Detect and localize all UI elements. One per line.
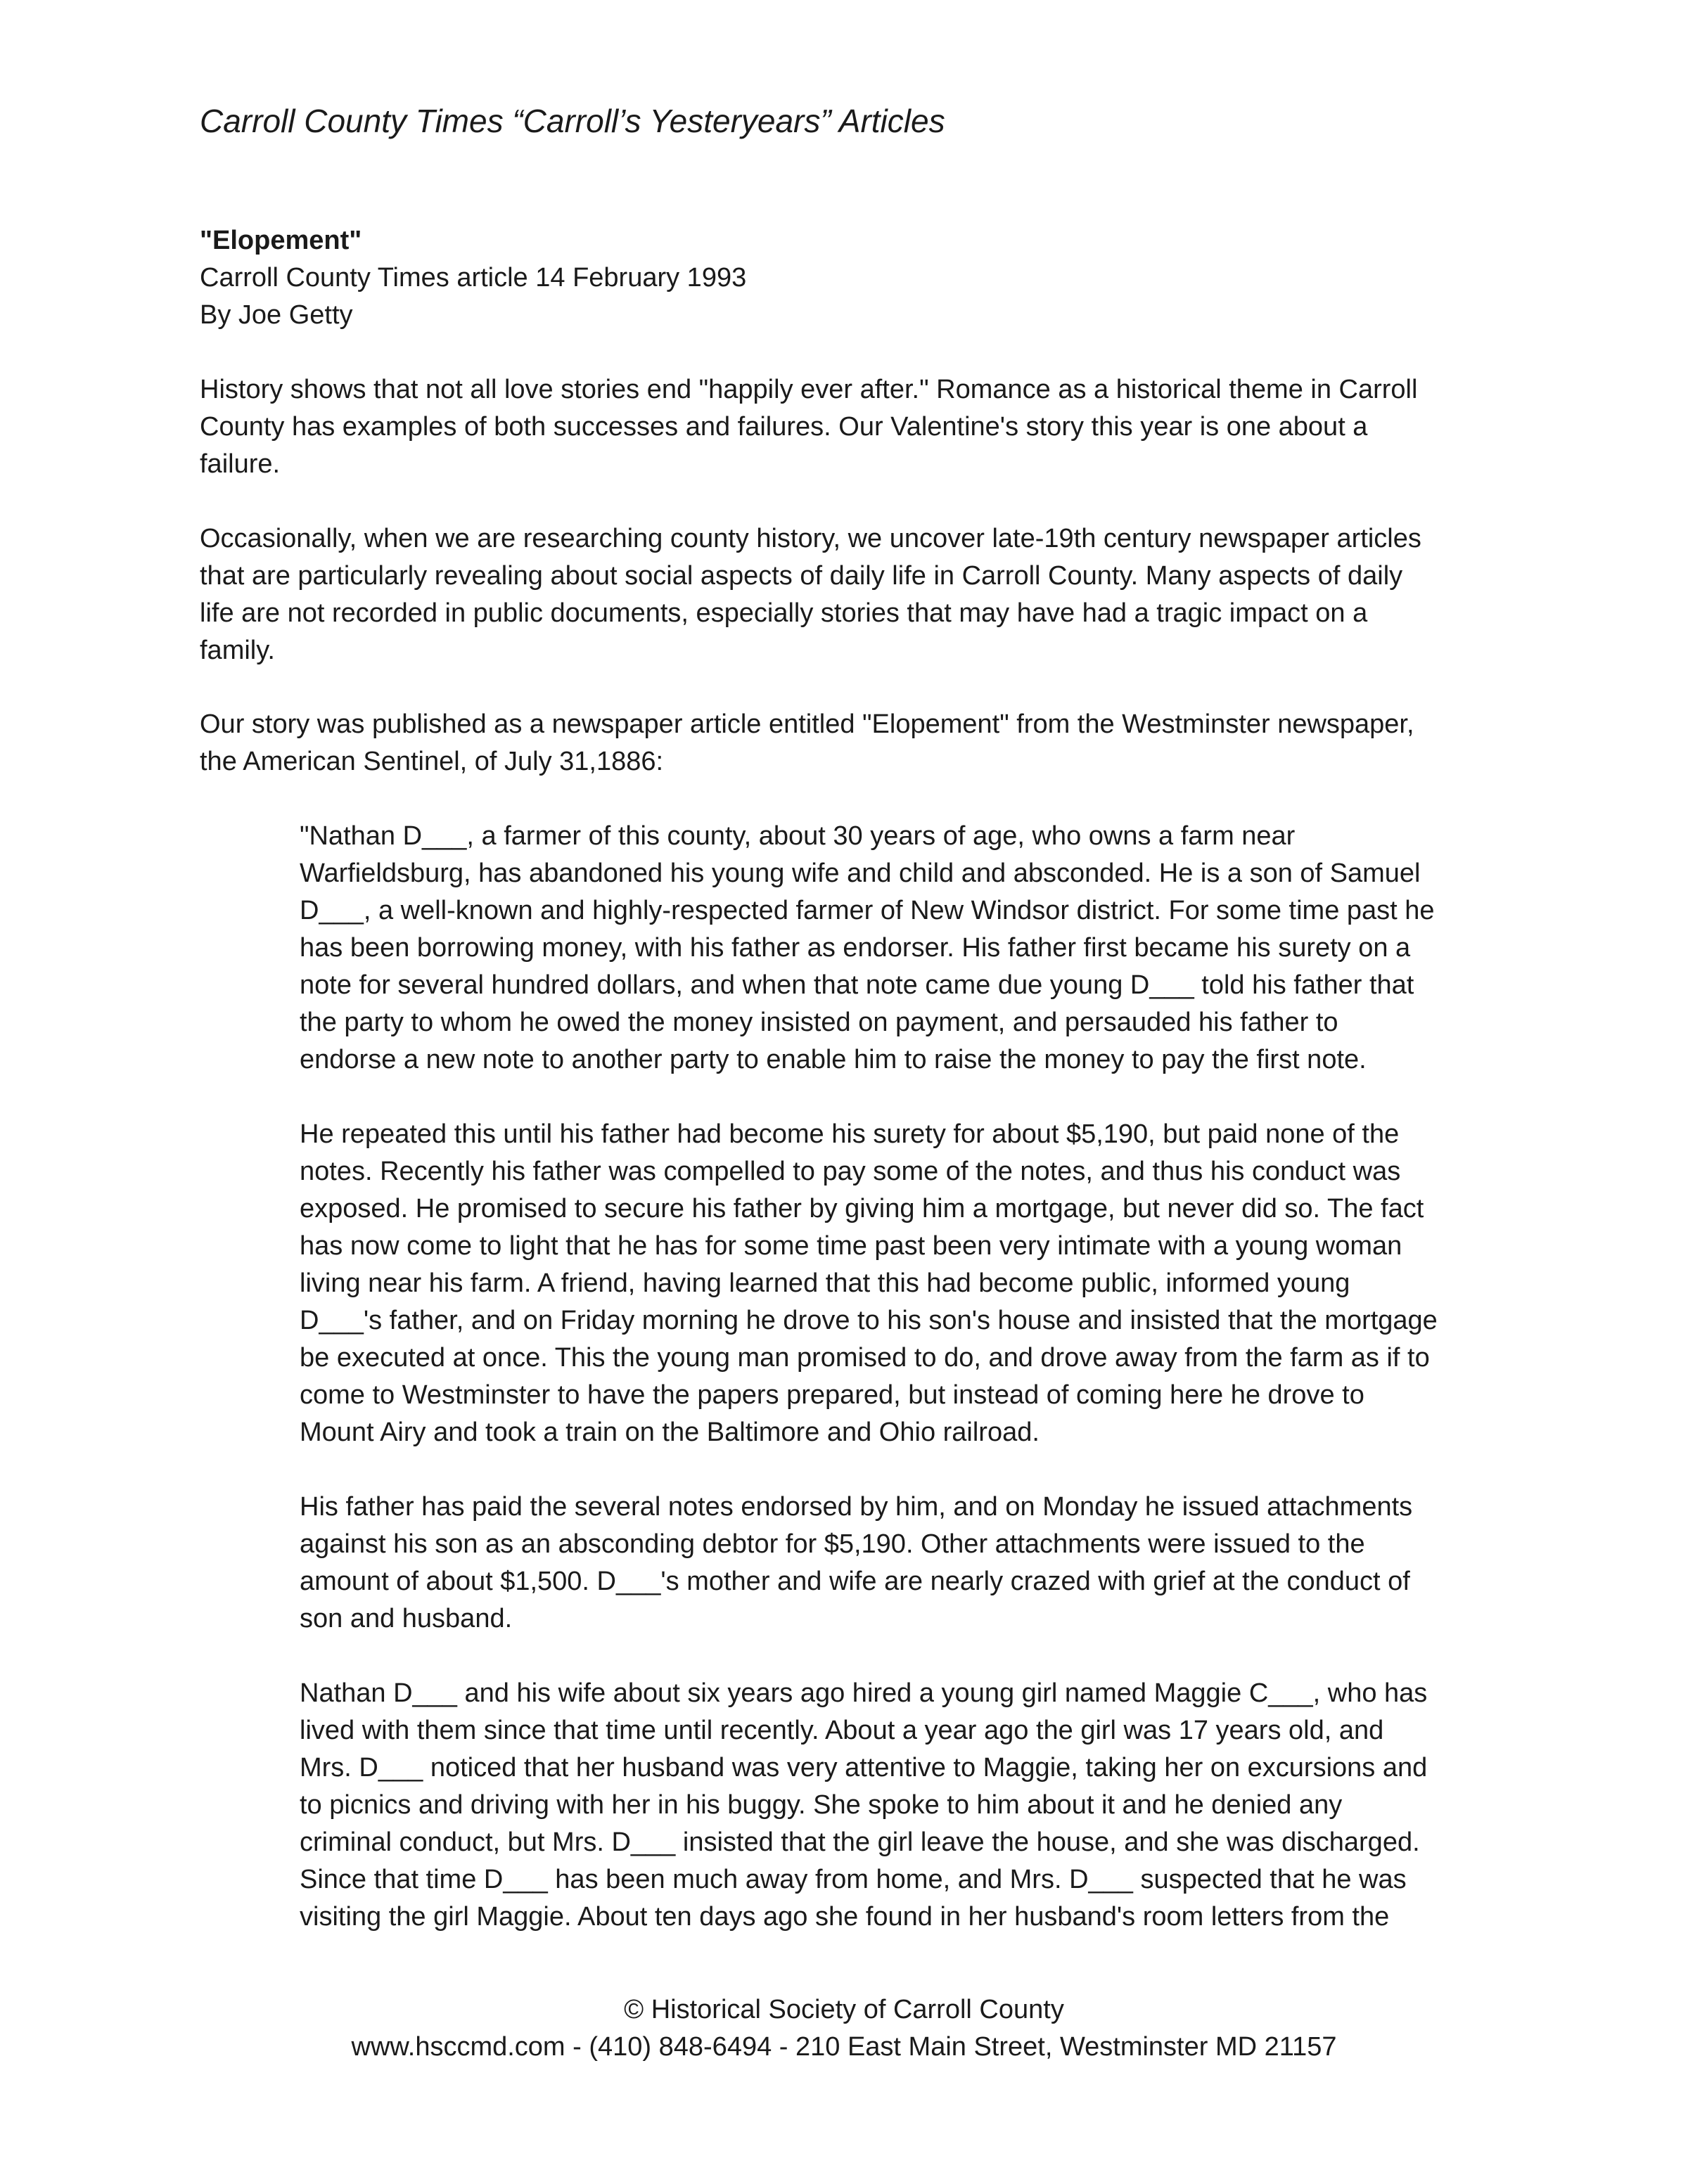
text-line: Warfieldsburg, has abandoned his young wife and child and absconded. He is a son of Samuel (300, 859, 1421, 888)
text-line: "Nathan D___, a farmer of this county, about 30 years of age, who owns a farm near (300, 821, 1296, 851)
text-line: the American Sentinel, of July 31,1886: (200, 747, 664, 776)
body-paragraph-2 (200, 520, 1421, 669)
text-line: has been borrowing money, with his father as endorser. His father first became his surety on a (300, 933, 1411, 963)
text-line: D___, a well-known and highly-respected farmer of New Windsor district. For some time past he (300, 896, 1435, 925)
text-line: Nathan D___ and his wife about six years ago hired a young girl named Maggie C___, who has (300, 1678, 1428, 1708)
text-line: family. (200, 636, 275, 665)
text-line: endorse a new note to another party to enable him to raise the money to pay the first note. (300, 1045, 1367, 1074)
text-line: Our story was published as a newspaper article entitled "Elopement" from the Westminster newspaper, (200, 709, 1414, 739)
text-line: Mount Airy and took a train on the Baltimore and Ohio railroad. (300, 1418, 1040, 1447)
text-line: Mrs. D___ noticed that her husband was very attentive to Maggie, taking her on excursions and (300, 1753, 1428, 1782)
text-line: amount of about $1,500. D___'s mother and wife are nearly crazed with grief at the conduct of (300, 1567, 1410, 1596)
text-line: notes. Recently his father was compelled to pay some of the notes, and thus his conduct was (300, 1157, 1401, 1186)
text-line: note for several hundred dollars, and when that note came due young D___ told his father that (300, 970, 1414, 1000)
text-line: County has examples of both successes and failures. Our Valentine's story this year is one about a (200, 412, 1368, 442)
text-line: son and husband. (300, 1604, 513, 1633)
text-line: criminal conduct, but Mrs. D___ insisted that the girl leave the house, and she was discharged. (300, 1828, 1420, 1857)
text-line: the party to whom he owed the money insisted on payment, and persauded his father to (300, 1008, 1338, 1037)
body-paragraph-1 (200, 371, 1417, 483)
text-line: failure. (200, 449, 281, 479)
quote-paragraph-4 (300, 1675, 1427, 1936)
body-paragraph-3 (200, 706, 1414, 781)
series-header: Carroll County Times “Carroll’s Yesteryears” Articles (200, 103, 945, 139)
text-line: He repeated this until his father had become his surety for about $5,190, but paid none of the (300, 1119, 1400, 1149)
text-line: Occasionally, when we are researching county history, we uncover late-19th century newspaper articles (200, 524, 1421, 553)
text-line: Since that time D___ has been much away from home, and Mrs. D___ suspected that he was (300, 1865, 1407, 1894)
text-line: History shows that not all love stories end "happily ever after." Romance as a historical theme in Carroll (200, 375, 1418, 404)
text-line: come to Westminster to have the papers prepared, but instead of coming here he drove to (300, 1380, 1364, 1410)
text-line: His father has paid the several notes endorsed by him, and on Monday he issued attachments (300, 1492, 1413, 1522)
text-line: living near his farm. A friend, having learned that this had become public, informed young (300, 1268, 1350, 1298)
text-line: be executed at once. This the young man promised to do, and drove away from the farm as if to (300, 1343, 1430, 1373)
text-line: lived with them since that time until recently. About a year ago the girl was 17 years old, and (300, 1716, 1384, 1745)
text-line: to picnics and driving with her in his buggy. She spoke to him about it and he denied any (300, 1790, 1343, 1820)
footer-contact: www.hsccmd.com - (410) 848-6494 - 210 East Main Street, Westminster MD 21157 (351, 2032, 1337, 2062)
text-line: visiting the girl Maggie. About ten days ago she found in her husband's room letters from the (300, 1902, 1390, 1932)
quote-paragraph-1 (300, 818, 1435, 1079)
text-line: D___'s father, and on Friday morning he drove to his son's house and insisted that the mortgage (300, 1306, 1438, 1335)
footer-copyright: © Historical Society of Carroll County (624, 1995, 1064, 2024)
text-line: has now come to light that he has for some time past been very intimate with a young woman (300, 1231, 1402, 1261)
text-line: exposed. He promised to secure his father by giving him a mortgage, but never did so. The fact (300, 1194, 1424, 1223)
article-title: "Elopement" (200, 226, 362, 255)
text-line: life are not recorded in public documents, especially stories that may have had a tragic impact on a (200, 598, 1368, 628)
article-source: Carroll County Times article 14 February 1993 (200, 263, 747, 293)
quote-paragraph-3 (300, 1489, 1412, 1638)
article-author: By Joe Getty (200, 300, 353, 330)
text-line: that are particularly revealing about social aspects of daily life in Carroll County. Many aspects of daily (200, 561, 1403, 591)
text-line: against his son as an absconding debtor for $5,190. Other attachments were issued to the (300, 1529, 1365, 1559)
quote-paragraph-2 (300, 1116, 1438, 1451)
